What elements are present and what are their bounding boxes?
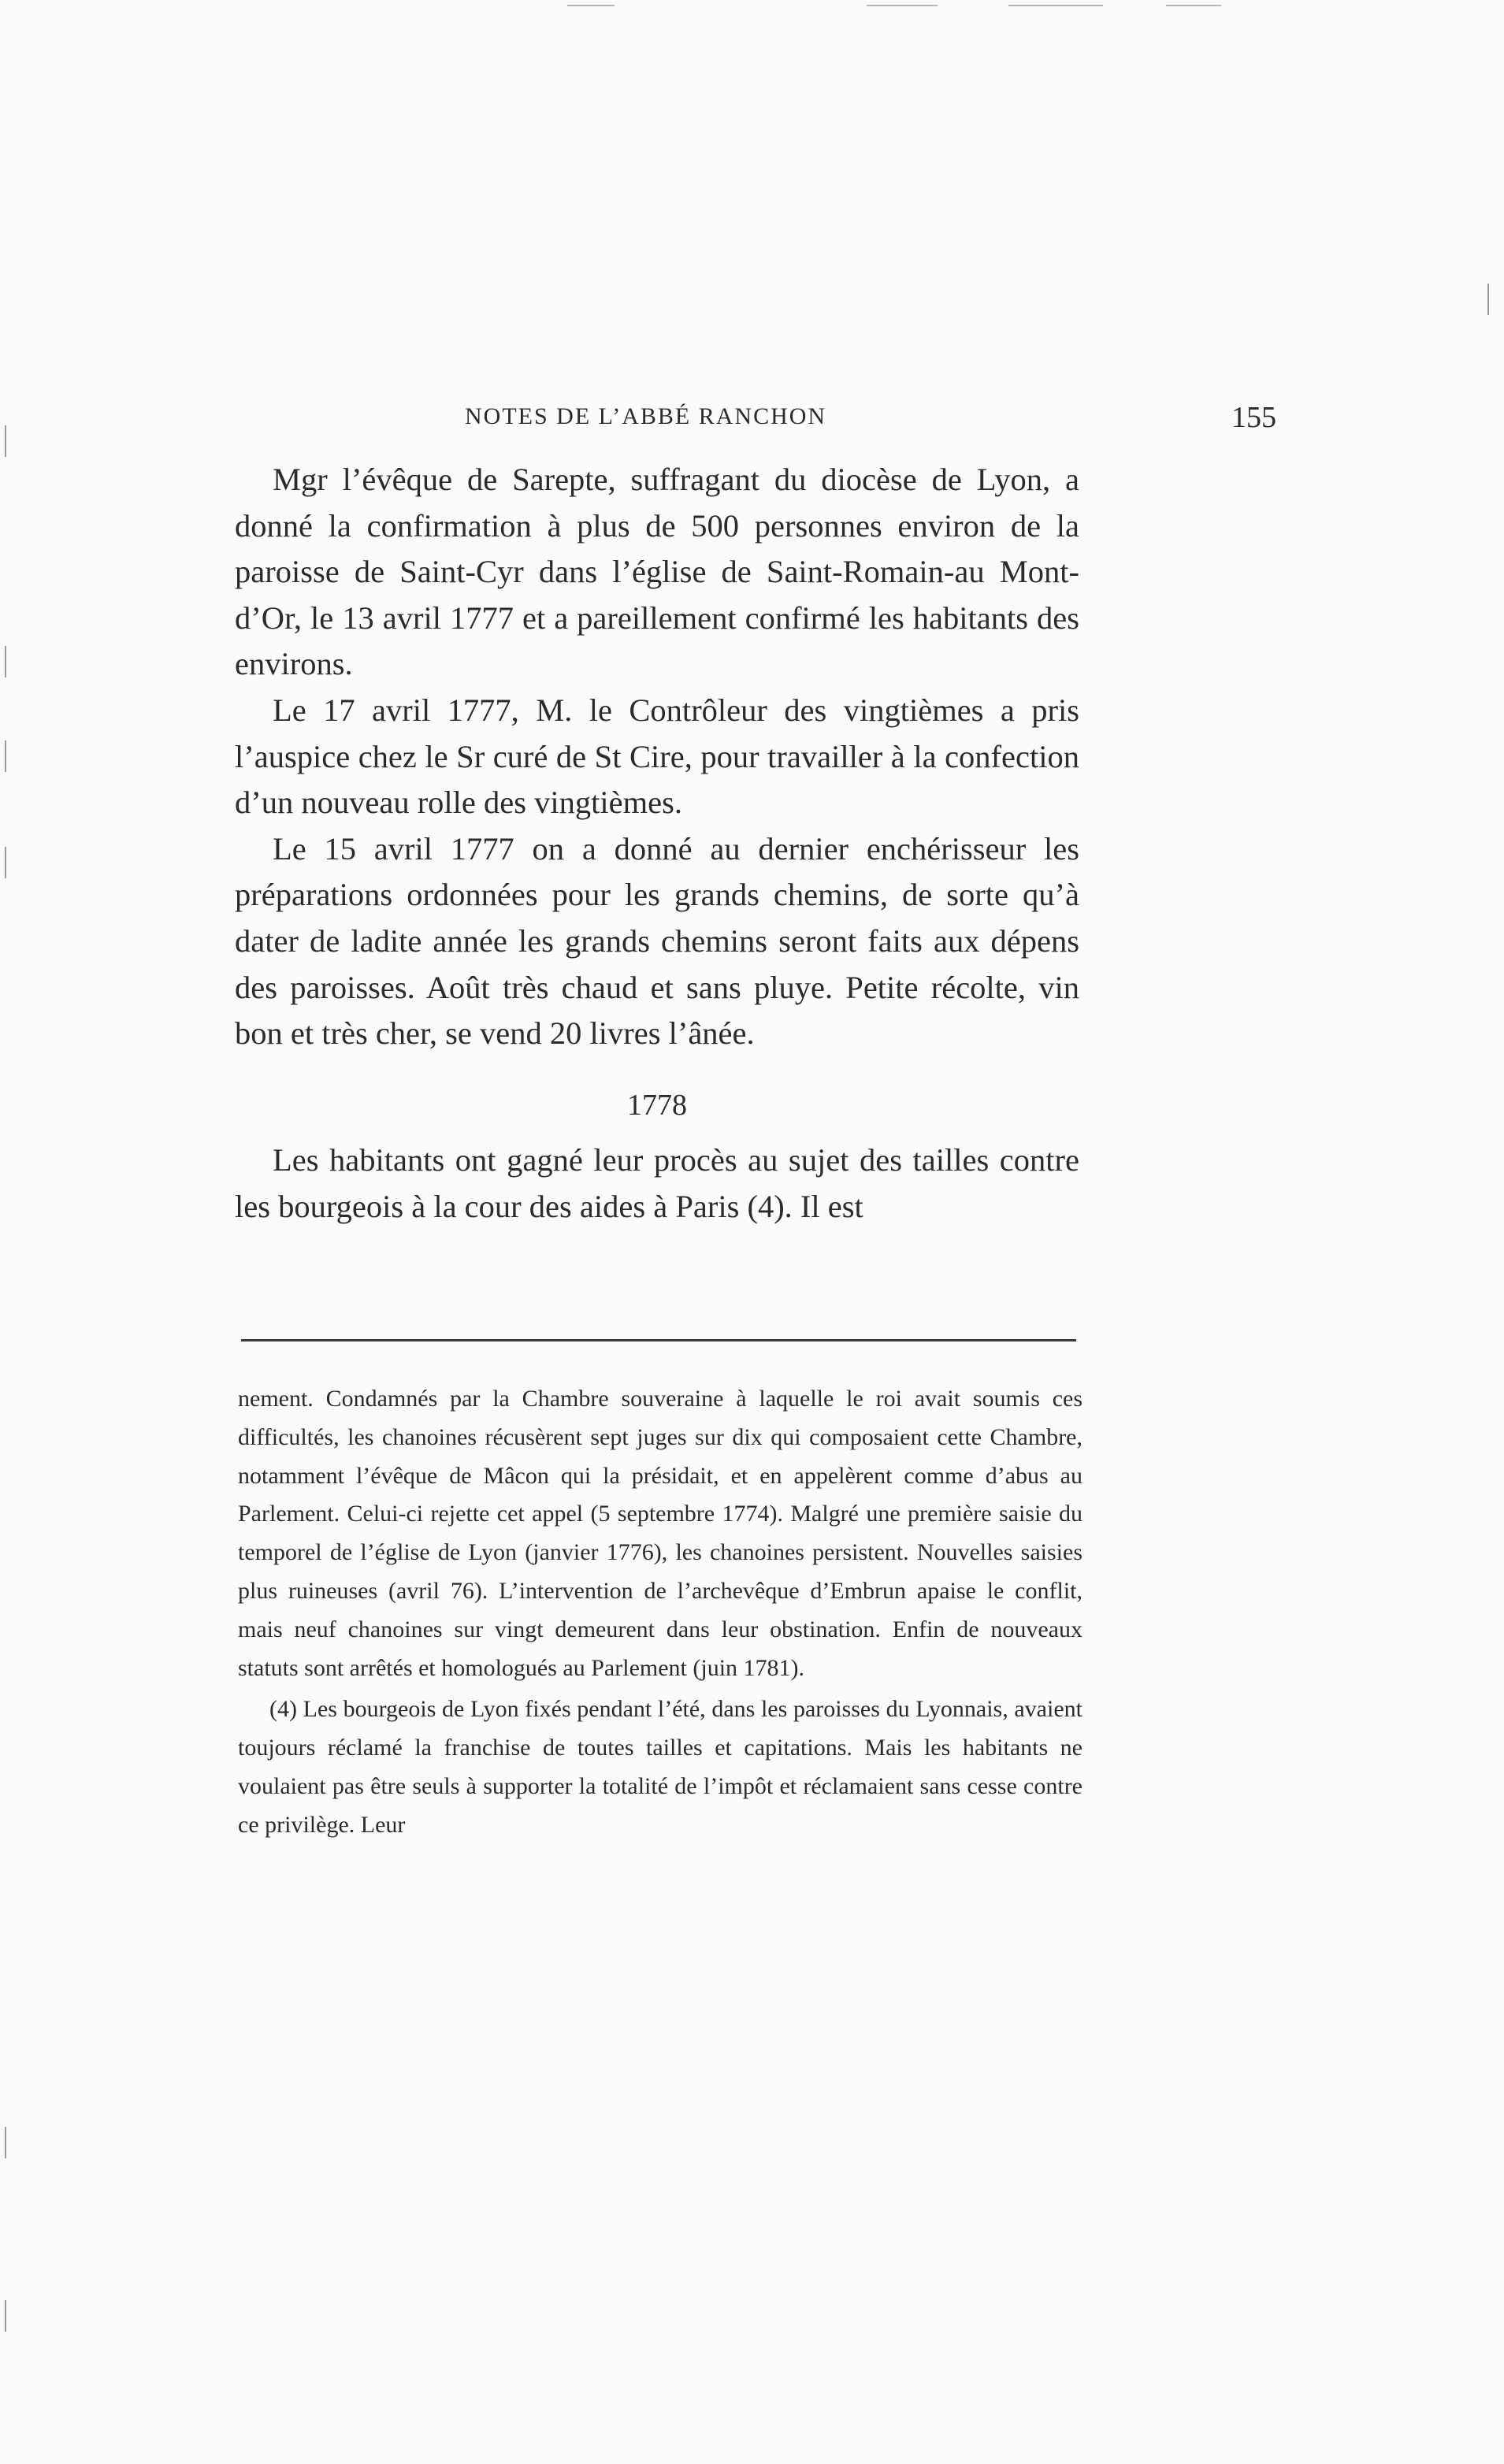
scan-artifact — [567, 5, 615, 6]
main-text — [235, 457, 1079, 1230]
scan-artifact — [1166, 5, 1221, 6]
footnote-4: (4) Les bourgeois de Lyon fixés pendant l’été, dans les paroisses du Lyonnais, avaient toujours réclamé la franchise de toutes tailles et capitations. Mais les habitants ne voulaient pas être seuls à supporter la totalité de l’impôt et réclamaient sans cesse contre ce privilège. Leur — [238, 1696, 1083, 1838]
paragraph: Mgr l’évêque de Sarepte, suffragant du diocèse de Lyon, a donné la confirmation à plus de 500 personnes environ de la paroisse de Saint-Cyr dans l’église de Saint-Romain-au Mont-d’Or, le 13 avril 1777 et a pareillement confirmé les habitants des environs. — [235, 462, 1079, 682]
scan-artifact — [5, 2127, 6, 2158]
scan-artifact — [5, 425, 6, 457]
footnote-rule — [241, 1339, 1076, 1341]
paragraph: Les habitants ont gagné leur procès au sujet des tailles contre les bourgeois à la cour des aides à Paris (4). Il est — [235, 1142, 1079, 1224]
scan-artifact — [5, 646, 6, 677]
running-title: NOTES DE L’ABBÉ RANCHON — [465, 403, 827, 429]
scan-artifact — [867, 5, 938, 6]
paragraph: Le 15 avril 1777 on a donné au dernier enchérisseur les préparations ordonnées pour les grands chemins, de sorte qu’à dater de ladite année les grands chemins seront faits aux dépens des paroisses. Août très chaud et sans pluye. Petite récolte, vin bon et très cher, se vend 20 livres l’ânée. — [235, 830, 1079, 1052]
footnote-continuation: nement. Condamnés par la Chambre souveraine à laquelle le roi avait soumis ces difficultés, les chanoines récusèrent sept juges sur dix qui composaient cette Chambre, notamment l’évêque de Mâcon qui la présidait, et en appelèrent comme d’abus au Parlement. Celui-ci rejette cet appel (5 septembre 1774). Malgré une première saisie du temporel de l’église de Lyon (janvier 1776), les chanoines persistent. Nouvelles saisies plus ruineuses (avril 76). L’intervention de l’archevêque d’Embrun apaise le conflit, mais neuf chanoines sur vingt demeurent dans leur obstination. Enfin de nouveaux statuts sont arrêtés et homologués au Parlement (juin 1781). — [238, 1386, 1083, 1681]
page-number: 155 — [1231, 401, 1276, 434]
scan-artifact — [5, 2300, 6, 2332]
year-heading: 1778 — [627, 1088, 687, 1122]
scan-artifact — [5, 740, 6, 772]
scan-artifact — [5, 847, 6, 878]
scan-artifact — [1008, 5, 1103, 6]
paragraph: Le 17 avril 1777, M. le Contrôleur des vingtièmes a pris l’auspice chez le Sr curé de St Cire, pour travailler à la confection d’un nouveau rolle des vingtièmes. — [235, 692, 1079, 821]
running-head — [465, 403, 1276, 443]
footnotes — [238, 1380, 1083, 1845]
scan-artifact — [1487, 284, 1489, 315]
